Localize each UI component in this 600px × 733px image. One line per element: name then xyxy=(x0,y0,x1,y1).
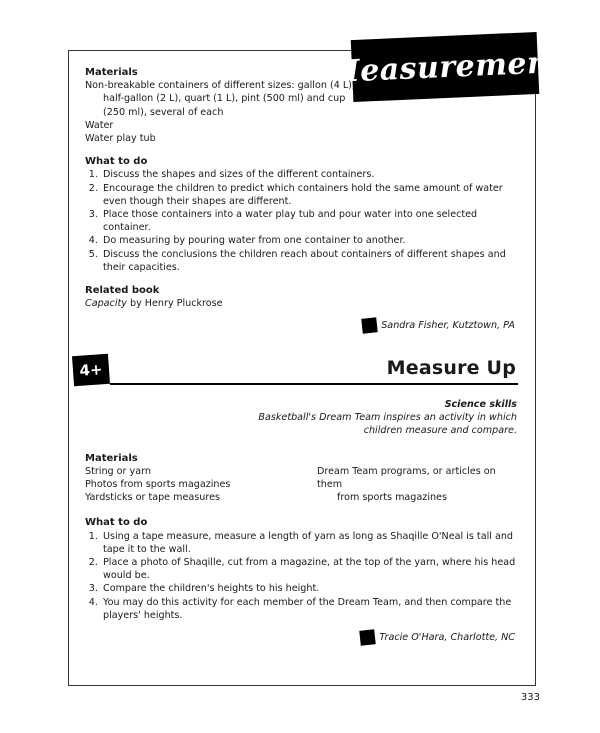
activity-2 xyxy=(85,398,525,645)
material-item: from sports magazines xyxy=(337,492,447,504)
science-skills xyxy=(85,398,525,438)
step-item: 1. Using a tape measure, measure a length of yarn as long as Shaqille O'Neal is tall and tape it to the wall. xyxy=(101,530,525,556)
credit-square-icon xyxy=(360,629,376,645)
step-item: 3. Compare the children's heights to his height. xyxy=(101,582,525,595)
activity-1 xyxy=(85,66,525,333)
what-to-do-heading: What to do xyxy=(85,517,148,529)
skills-text: Basketball's Dream Team inspires an activity in which xyxy=(258,412,517,424)
activity-2-header xyxy=(68,353,536,389)
material-item: Water xyxy=(85,119,114,131)
steps-list xyxy=(85,530,525,622)
material-item: Dream Team programs, or articles on them xyxy=(317,465,496,491)
materials-heading: Materials xyxy=(85,452,138,464)
credit-text: Sandra Fisher, Kutztown, PA xyxy=(381,320,515,332)
material-item: Photos from sports magazines xyxy=(85,479,231,491)
credit-square-icon xyxy=(361,318,377,334)
credit-line xyxy=(85,318,525,333)
book-title: Capacity xyxy=(85,298,127,310)
materials-column-1 xyxy=(85,465,317,505)
credit-text: Tracie O'Hara, Charlotte, NC xyxy=(379,631,515,643)
step-item: 1. Discuss the shapes and sizes of the different containers. xyxy=(101,168,525,181)
material-item: Non-breakable containers of different sizes: gallon (4 L), xyxy=(85,80,355,92)
age-badge xyxy=(72,354,110,386)
chapter-title: Measurement xyxy=(325,44,565,90)
material-item: Yardsticks or tape measures xyxy=(85,492,220,504)
related-book-heading: Related book xyxy=(85,285,160,297)
activity-title: Measure Up xyxy=(386,357,516,379)
step-item: 4. Do measuring by pouring water from one container to another. xyxy=(101,234,525,247)
materials-column-2 xyxy=(317,465,517,505)
age-text: 4+ xyxy=(78,360,104,380)
step-item: 4. You may do this activity for each member of the Dream Team, and then compare the players' heights. xyxy=(101,596,525,622)
book-author: by Henry Pluckrose xyxy=(126,298,223,310)
materials-heading: Materials xyxy=(85,67,138,78)
what-to-do-heading: What to do xyxy=(85,156,148,168)
materials-columns xyxy=(85,465,525,505)
related-book xyxy=(85,297,525,310)
step-item: 3. Place those containers into a water play tub and pour water into one selected container. xyxy=(101,208,525,234)
title-rule xyxy=(110,383,518,385)
material-item: (250 ml), several of each xyxy=(103,106,224,118)
step-item: 2. Place a photo of Shaqille, cut from a magazine, at the top of the yarn, where his head would be. xyxy=(101,556,525,582)
material-item: Water play tub xyxy=(85,133,156,145)
material-item: String or yarn xyxy=(85,465,151,477)
skills-heading: Science skills xyxy=(444,399,517,410)
step-item: 2. Encourage the children to predict which containers hold the same amount of water even though their shapes are different. xyxy=(101,182,525,208)
material-item: half-gallon (2 L), quart (1 L), pint (500 ml) and cup xyxy=(103,93,346,105)
step-item: 5. Discuss the conclusions the children reach about containers of different shapes and their capacities. xyxy=(101,248,525,274)
page-number: 333 xyxy=(520,692,540,703)
credit-line xyxy=(85,630,525,645)
steps-list xyxy=(85,168,525,274)
skills-text: children measure and compare. xyxy=(363,425,517,437)
